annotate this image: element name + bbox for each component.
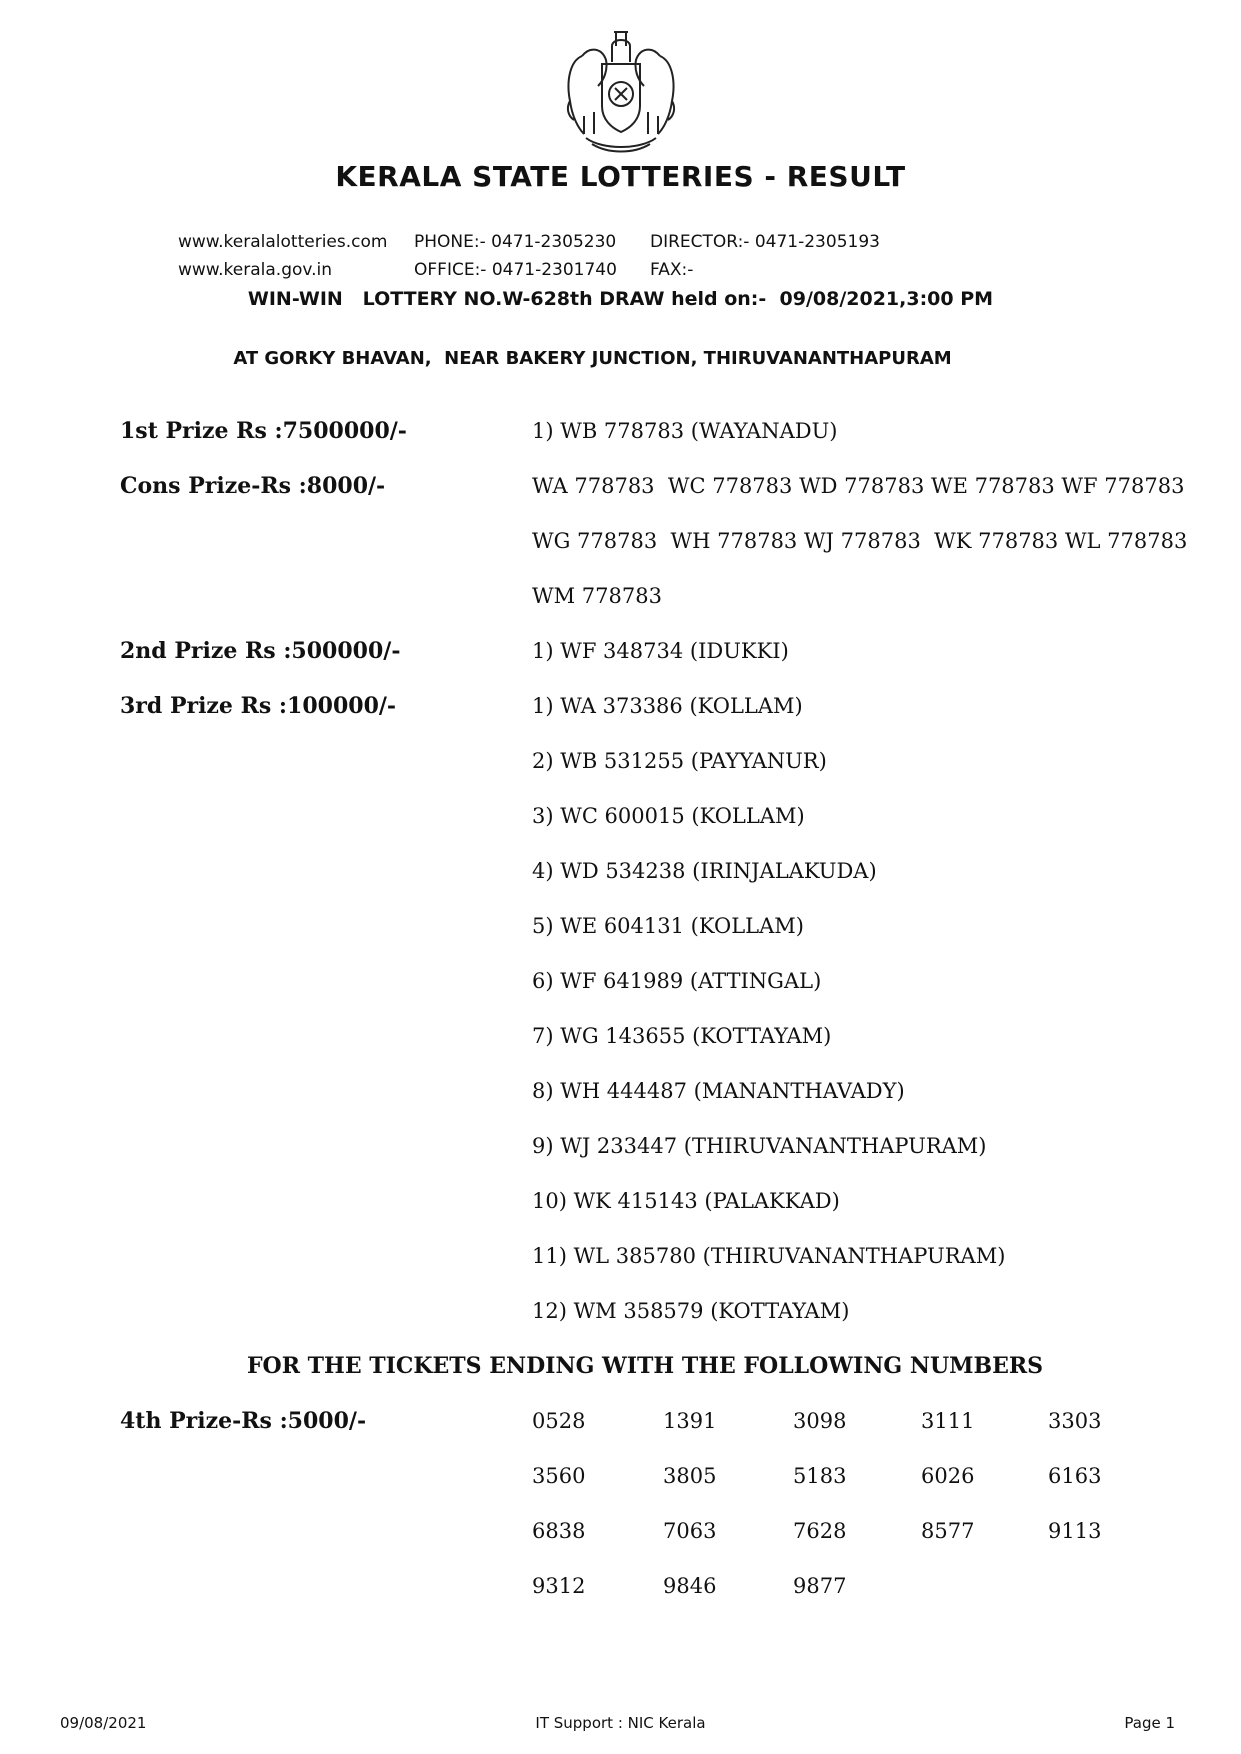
winning-ticket: 7) WG 143655 (KOTTAYAM) [532,1024,832,1048]
winning-ticket: 9) WJ 233447 (THIRUVANANTHAPURAM) [532,1134,987,1158]
kerala-emblem-icon [562,16,680,154]
winning-ticket: 8) WH 444487 (MANANTHAVADY) [532,1079,905,1103]
prize-label: Cons Prize-Rs :8000/- [120,473,386,499]
ending-numbers-heading: FOR THE TICKETS ENDING WITH THE FOLLOWING NUMBERS [246,1353,1044,1379]
ending-number: 8577 [921,1519,975,1543]
cons-prize-row [120,459,1200,624]
ending-number: 9113 [1048,1519,1102,1543]
ending-number: 3805 [663,1464,717,1488]
ending-number: 9877 [793,1574,847,1598]
ending-number: 6163 [1048,1464,1102,1488]
draw-info: WIN-WIN LOTTERY NO.W-628th DRAW held on:- 09/08/2021,3:00 PM [247,288,994,310]
ending-number: 6026 [921,1464,975,1488]
winning-ticket: 3) WC 600015 (KOLLAM) [532,804,805,828]
winning-ticket: 11) WL 385780 (THIRUVANANTHAPURAM) [532,1244,1006,1268]
ending-number: 9846 [663,1574,717,1598]
winning-ticket: 1) WB 778783 (WAYANADU) [532,419,838,443]
draw-venue: AT GORKY BHAVAN, NEAR BAKERY JUNCTION, THIRUVANANTHAPURAM [233,348,952,369]
winning-ticket: 6) WF 641989 (ATTINGAL) [532,969,822,993]
page-number: Page 1 [1124,1714,1175,1732]
ending-number: 3303 [1048,1409,1102,1433]
prize-label: 3rd Prize Rs :100000/- [120,693,397,719]
contact-block [178,228,978,284]
prize-list [120,404,1200,1614]
third-prize-row [120,679,1200,1339]
page-title: KERALA STATE LOTTERIES - RESULT [335,160,906,193]
ending-number: 0528 [532,1409,586,1433]
ending-number: 3111 [921,1409,975,1433]
ending-number: 6838 [532,1519,586,1543]
fax-number: FAX:- [650,260,694,280]
winning-ticket: 2) WB 531255 (PAYYANUR) [532,749,827,773]
number-row [532,1394,1200,1449]
number-row [532,1504,1200,1559]
number-row [532,1449,1200,1504]
footer-support: IT Support : NIC Kerala [535,1714,706,1732]
ending-number: 7063 [663,1519,717,1543]
prize-label: 2nd Prize Rs :500000/- [120,638,401,664]
winning-ticket: 4) WD 534238 (IRINJALAKUDA) [532,859,877,883]
winning-ticket: 10) WK 415143 (PALAKKAD) [532,1189,840,1213]
ending-number: 3560 [532,1464,586,1488]
prize-label: 4th Prize-Rs :5000/- [120,1408,367,1434]
ending-number: 1391 [663,1409,717,1433]
website-link[interactable]: www.keralalotteries.com [178,232,388,252]
prize-label: 1st Prize Rs :7500000/- [120,418,407,444]
winning-ticket: 5) WE 604131 (KOLLAM) [532,914,804,938]
ending-number: 5183 [793,1464,847,1488]
first-prize-row [120,404,1200,459]
ending-number: 7628 [793,1519,847,1543]
phone-number: PHONE:- 0471-2305230 [414,232,617,252]
ending-number: 9312 [532,1574,586,1598]
winning-ticket-line: WM 778783 [532,584,662,608]
winning-ticket: 1) WA 373386 (KOLLAM) [532,694,803,718]
winning-ticket-line: WG 778783 WH 778783 WJ 778783 WK 778783 WL 778783 [532,529,1188,553]
office-number: OFFICE:- 0471-2301740 [414,260,617,280]
winning-ticket-line: WA 778783 WC 778783 WD 778783 WE 778783 WF 778783 [532,474,1185,498]
number-row [532,1559,1200,1614]
ending-number: 3098 [793,1409,847,1433]
website-link[interactable]: www.kerala.gov.in [178,260,333,280]
director-number: DIRECTOR:- 0471-2305193 [650,232,880,252]
fourth-prize-row [120,1394,1200,1614]
winning-ticket: 1) WF 348734 (IDUKKI) [532,639,789,663]
winning-ticket: 12) WM 358579 (KOTTAYAM) [532,1299,850,1323]
second-prize-row [120,624,1200,679]
footer-date: 09/08/2021 [60,1714,147,1732]
page-footer [0,1714,1241,1738]
